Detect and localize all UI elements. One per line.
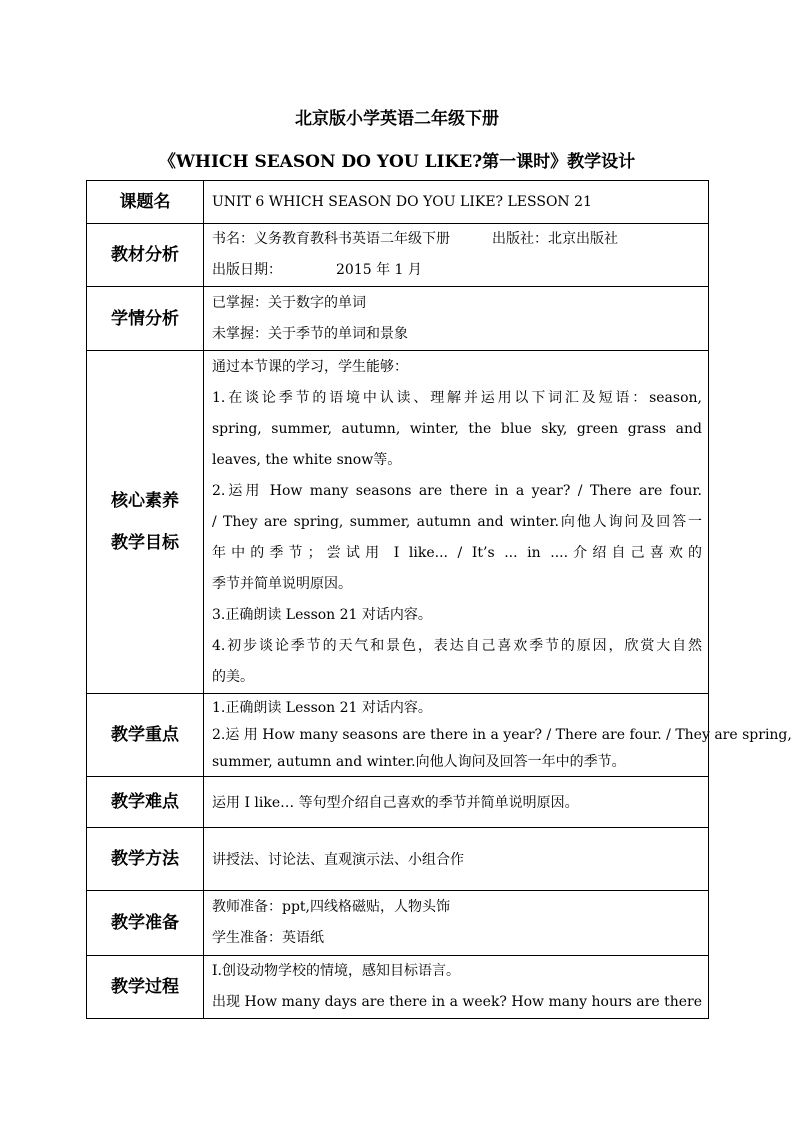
table-row-materials xyxy=(87,224,709,287)
row-content-objectives: 通过本节课的学习，学生能够： 1.在谈论季节的语境中认读、理解并运用以下词汇及短语：season, spring, summer, autumn, winter, the blue sky, green grass and leaves, the white snow等。 2.运用 How many seasons are there in a year? / There are four. / They are spring, summer, autumn and winter.向他人询问及回答一 年中的季节；尝试用 I like... / It’s ... in ....介绍自己喜欢的 季节并简单说明原因。 3.正确朗读 Lesson 21 对话内容。 4.初步谈论季节的天气和景色，表达自己喜欢季节的原因，欣赏大自然 的美。 xyxy=(204,351,709,694)
row-content-key-points: 1.正确朗读 Lesson 21 对话内容。 2.运 用 How many seasons are there in a year? / There are four. / They are spring, summer, autumn and winter.向他人询问及回答一年中的季节。 xyxy=(204,694,709,777)
table-row-methods xyxy=(87,828,709,891)
publish-date-label: 出版日期： xyxy=(212,262,282,278)
row-content-preparation: 教师准备：ppt,四线格磁贴，人物头饰 学生准备：英语纸 xyxy=(204,891,709,956)
row-content-materials xyxy=(204,224,709,287)
table-row-key-points xyxy=(87,694,709,777)
row-content-methods: 讲授法、讨论法、直观演示法、小组合作 xyxy=(204,828,709,891)
row-label-materials: 教材分析 xyxy=(87,224,204,287)
document-subtitle: 《WHICH SEASON DO YOU LIKE?第一课时》教学设计 xyxy=(158,152,636,172)
table-row-objectives xyxy=(87,351,709,694)
publisher: 出版社：北京出版社 xyxy=(492,231,618,247)
row-label-learners: 学情分析 xyxy=(87,287,204,351)
row-content-process: Ⅰ.创设动物学校的情境，感知目标语言。 出现 How many days are there in a week? How many hours are there xyxy=(204,956,709,1019)
document-title: 北京版小学英语二年级下册 xyxy=(295,109,499,129)
row-content-learners: 已掌握：关于数字的单词 未掌握：关于季节的单词和景象 xyxy=(204,287,709,351)
lesson-plan-table xyxy=(86,180,792,1019)
row-label-preparation: 教学准备 xyxy=(87,891,204,956)
table-row-process xyxy=(87,956,709,1019)
row-content-topic: UNIT 6 WHICH SEASON DO YOU LIKE? LESSON 21 xyxy=(204,181,709,224)
book-name: 书名：义务教育教科书英语二年级下册 xyxy=(212,231,450,247)
row-label-topic: 课题名 xyxy=(87,181,204,224)
row-label-key-points: 教学重点 xyxy=(87,694,204,777)
table-row-topic xyxy=(87,181,709,224)
table-row-difficulties xyxy=(87,777,709,828)
row-label-process: 教学过程 xyxy=(87,956,204,1019)
publish-date-value: 2015 年 1 月 xyxy=(336,262,422,278)
row-label-objectives: 核心素养 教学目标 xyxy=(87,351,204,694)
table-row-learners xyxy=(87,287,709,351)
table-row-preparation xyxy=(87,891,709,956)
row-label-methods: 教学方法 xyxy=(87,828,204,891)
row-label-difficulties: 教学难点 xyxy=(87,777,204,828)
row-content-difficulties: 运用 I like… 等句型介绍自己喜欢的季节并简单说明原因。 xyxy=(204,777,709,828)
